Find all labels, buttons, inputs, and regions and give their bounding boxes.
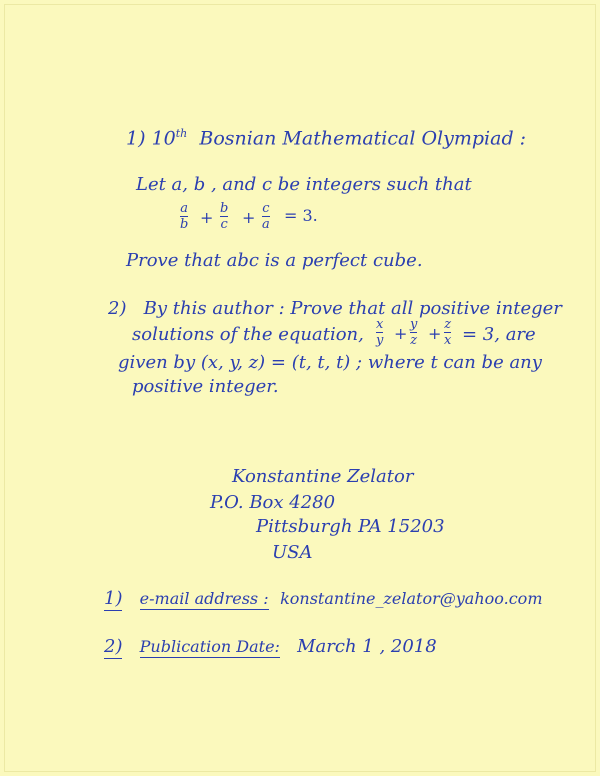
fraction-numerator: z xyxy=(444,317,452,332)
publication-date-line xyxy=(104,638,437,656)
problem2-line2-end: = 3, are xyxy=(462,324,536,345)
fraction-denominator: b xyxy=(180,217,189,232)
date-number: 2) xyxy=(104,636,123,657)
problem2-line1 xyxy=(108,300,562,318)
problem1-number: 1) xyxy=(126,127,146,150)
problem1-ordinal-suffix: th xyxy=(175,127,188,140)
author-name: Konstantine Zelator xyxy=(232,466,414,487)
problem1-line2: Prove that abc is a perfect cube. xyxy=(126,250,423,271)
email-line xyxy=(104,590,542,608)
problem2-number: 2) xyxy=(108,298,127,319)
problem1-title: Bosnian Mathematical Olympiad : xyxy=(199,127,527,150)
fraction-denominator: z xyxy=(410,333,418,348)
problem2-line1-text: By this author : Prove that all positive integer xyxy=(143,298,562,319)
date-label: Publication Date: xyxy=(139,637,280,656)
problem1-line1: Let a, b , and c be integers such that xyxy=(136,174,472,195)
problem1-ordinal: 10 xyxy=(151,127,176,150)
problem1-heading xyxy=(126,128,526,148)
fraction-numerator: x xyxy=(376,317,384,332)
problem1-fraction-b-c xyxy=(220,202,228,231)
plus-sign: + xyxy=(428,324,442,343)
problem2-line3: given by (x, y, z) = (t, t, t) ; where t can be any xyxy=(118,352,542,373)
problem2-fraction-z-x xyxy=(444,318,451,347)
equation-rhs: = 3. xyxy=(284,206,318,225)
problem1-fraction-c-a xyxy=(262,202,270,231)
author-city: Pittsburgh PA 15203 xyxy=(256,516,445,537)
fraction-numerator: c xyxy=(262,201,270,216)
fraction-numerator: a xyxy=(180,201,189,216)
problem2-line2-start: solutions of the equation, xyxy=(132,324,364,345)
problem2-fraction-x-y xyxy=(376,318,383,347)
email-label: e-mail address : xyxy=(139,589,269,608)
fraction-denominator: y xyxy=(376,333,384,348)
problem2-fraction-y-z xyxy=(410,318,417,347)
fraction-numerator: b xyxy=(220,201,229,216)
author-country: USA xyxy=(272,542,313,563)
date-value: March 1 , 2018 xyxy=(297,636,437,657)
email-number: 1) xyxy=(104,588,123,609)
fraction-numerator: y xyxy=(410,317,418,332)
fraction-denominator: x xyxy=(444,333,452,348)
fraction-denominator: a xyxy=(262,217,270,232)
fraction-denominator: c xyxy=(220,217,228,232)
email-value: konstantine_zelator@yahoo.com xyxy=(280,589,543,608)
problem2-line4: positive integer. xyxy=(132,376,279,397)
author-po-box: P.O. Box 4280 xyxy=(210,492,336,513)
plus-sign: + xyxy=(200,208,214,227)
plus-sign: + xyxy=(394,324,408,343)
problem1-fraction-a-b xyxy=(180,202,188,231)
plus-sign: + xyxy=(242,208,256,227)
